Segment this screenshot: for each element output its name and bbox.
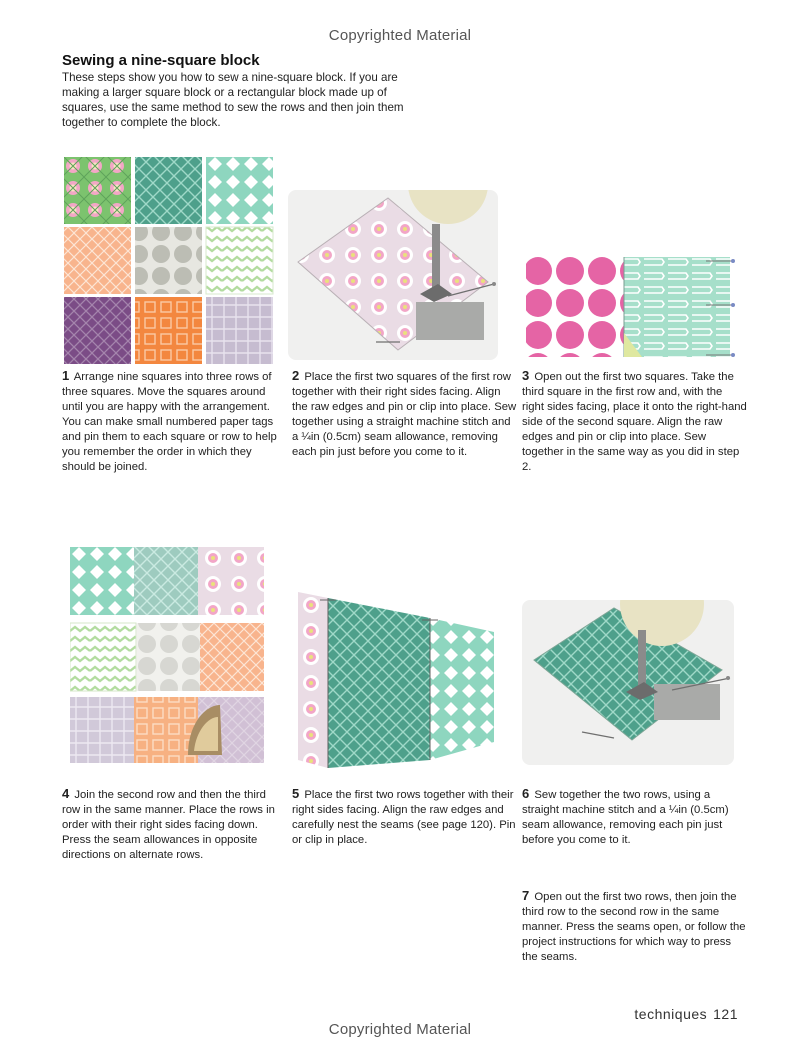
step-5-text: Place the first two rows together with their right sides facing. Align the raw edges and carefully nest the seams (see page 120). Pin or clip in place. bbox=[292, 789, 516, 846]
square-orange-tile bbox=[135, 297, 202, 364]
copyright-top: Copyrighted Material bbox=[328, 27, 472, 44]
step-4-number: 4 bbox=[62, 786, 70, 801]
row2-sage bbox=[70, 623, 136, 691]
needle-bar bbox=[432, 224, 440, 294]
step-3-text: Open out the first two squares. Take the third square in the first row and, with the right sides facing, place it onto the right-hand side of the second square. Align the raw edges and pin or clip into place. Sew together in the same way as you did in step 2. bbox=[522, 371, 747, 473]
step-2 bbox=[292, 368, 517, 460]
square-lavender-weave bbox=[206, 297, 273, 364]
machine-plate-2 bbox=[654, 684, 720, 720]
section-intro: These steps show you how to sew a nine-square block. If you are making a larger square block or a rectangular block made up of squares, use the same method to sew the rows and then join them together to complete the block. bbox=[62, 71, 404, 129]
step-2-text: Place the first two squares of the first row together with their right sides facing. Align the raw edges and pin or clip into place. Sew together using a straight machine stitch and a ¼in (0.5cm) seam allowance, removing each pin just before you come to it. bbox=[292, 371, 517, 458]
page-footer bbox=[634, 1006, 738, 1022]
machine-plate bbox=[416, 302, 484, 340]
square-gray-circles bbox=[135, 227, 202, 294]
square-purple-weave bbox=[64, 297, 131, 364]
footer-section-name: techniques bbox=[634, 1006, 708, 1022]
step-1-text: Arrange nine squares into three rows of three squares. Move the squares around until you are happy with the arrangement. You can make small numbered paper tags and pin them to each square or row to help you remember the order in which they should be joined. bbox=[62, 371, 277, 473]
figure-sewing-rows bbox=[522, 600, 734, 765]
row-teal-block bbox=[328, 598, 430, 768]
step-5-number: 5 bbox=[292, 786, 300, 801]
figure-nine-squares bbox=[62, 155, 274, 365]
square-mint-chain bbox=[624, 257, 730, 357]
step-3 bbox=[522, 368, 747, 475]
row-mint-block bbox=[430, 618, 494, 760]
step-5 bbox=[292, 786, 517, 848]
step-6-number: 6 bbox=[522, 786, 530, 801]
figure-opened-squares bbox=[522, 255, 736, 363]
square-green-flower bbox=[64, 157, 131, 224]
row-flower-strip bbox=[298, 592, 328, 768]
square-peach-geo bbox=[64, 227, 131, 294]
step-6-text: Sew together the two rows, using a straight machine stitch and a ¼in (0.5cm) seam allowance, removing each pin just before you come to it. bbox=[522, 789, 729, 846]
row1-mint bbox=[70, 547, 134, 615]
figure-sewing-squares bbox=[288, 190, 498, 360]
square-mint-diamond bbox=[206, 157, 273, 224]
square-sage-chevron bbox=[206, 227, 273, 294]
step-3-number: 3 bbox=[522, 368, 530, 383]
step-2-number: 2 bbox=[292, 368, 300, 383]
section-title: Sewing a nine-square block bbox=[62, 52, 260, 69]
row2-gray bbox=[136, 623, 200, 691]
step-6 bbox=[522, 786, 747, 848]
step-1 bbox=[62, 368, 287, 475]
row3-lavender bbox=[70, 697, 134, 763]
copyright-bottom: Copyrighted Material bbox=[328, 1021, 472, 1038]
step-4 bbox=[62, 786, 287, 863]
square-teal-lattice bbox=[135, 157, 202, 224]
step-7-number: 7 bbox=[522, 888, 530, 903]
step-7-text: Open out the first two rows, then join the third row to the second row in the same manner. Press the seams open, or follow the project instructions for which way to press the seams. bbox=[522, 891, 746, 963]
row1-flower bbox=[198, 547, 264, 615]
row1-teal bbox=[134, 547, 198, 615]
figure-nested-rows bbox=[298, 592, 496, 772]
row2-peach bbox=[200, 623, 264, 691]
page-number: 121 bbox=[713, 1006, 738, 1022]
figure-pressed-rows bbox=[70, 545, 266, 765]
step-7 bbox=[522, 888, 747, 965]
step-1-number: 1 bbox=[62, 368, 70, 383]
step-4-text: Join the second row and then the third row in the same manner. Place the rows in order with their right sides facing down. Press the seam allowances in opposite directions on alternate rows. bbox=[62, 789, 275, 861]
square-pink-dots bbox=[526, 257, 624, 357]
